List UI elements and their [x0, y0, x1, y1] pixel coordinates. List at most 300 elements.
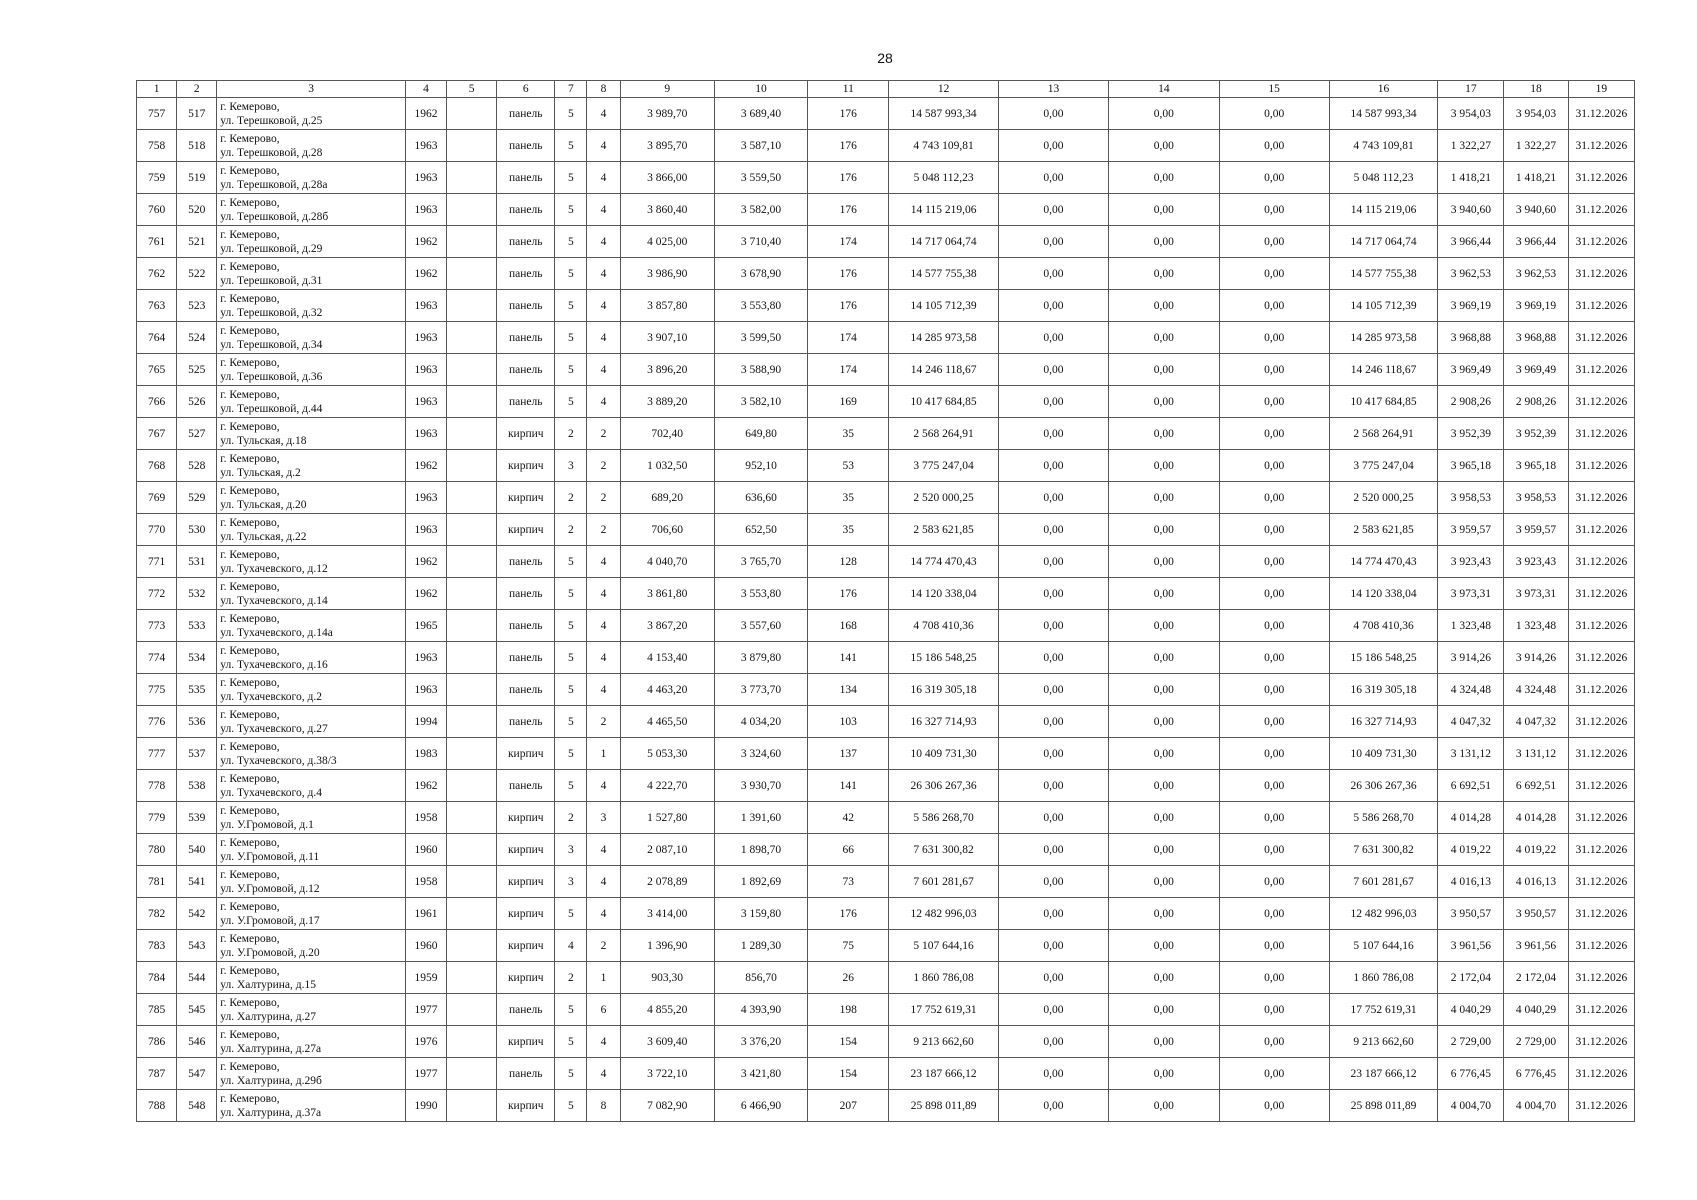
table-cell-c8: 4 [587, 162, 620, 194]
table-cell-c6: панель [497, 354, 555, 386]
address-street: ул. Терешковой, д.25 [220, 114, 323, 127]
table-cell-c11: 174 [808, 354, 889, 386]
table-cell-c15: 0,00 [1219, 98, 1329, 130]
table-cell-c9: 3 989,70 [620, 98, 714, 130]
table-cell-c1: 758 [137, 130, 177, 162]
address-cell [217, 226, 406, 258]
address-street: ул. Тухачевского, д.14а [220, 626, 333, 639]
table-cell-c4: 1963 [405, 418, 446, 450]
address-street: ул. Тухачевского, д.27 [220, 722, 328, 735]
table-cell-c19: 31.12.2026 [1568, 322, 1634, 354]
column-header: 7 [555, 81, 587, 98]
table-cell-c15: 0,00 [1219, 866, 1329, 898]
table-cell-c1: 769 [137, 482, 177, 514]
table-cell-c11: 174 [808, 322, 889, 354]
table-cell-c7: 5 [555, 642, 587, 674]
table-cell-c10: 636,60 [714, 482, 807, 514]
table-cell-c16: 14 774 470,43 [1329, 546, 1437, 578]
table-cell-c18: 3 969,49 [1504, 354, 1568, 386]
table-cell-c5 [447, 866, 497, 898]
table-cell-c1: 775 [137, 674, 177, 706]
table-cell-c11: 198 [808, 994, 889, 1026]
table-row [137, 834, 1635, 866]
table-cell-c4: 1960 [405, 930, 446, 962]
table-body [137, 98, 1635, 1122]
table-cell-c4: 1963 [405, 514, 446, 546]
table-cell-c16: 3 775 247,04 [1329, 450, 1437, 482]
table-cell-c7: 2 [555, 418, 587, 450]
table-cell-c15: 0,00 [1219, 770, 1329, 802]
table-cell-c18: 2 172,04 [1504, 962, 1568, 994]
table-cell-c9: 4 153,40 [620, 642, 714, 674]
table-cell-c12: 17 752 619,31 [889, 994, 998, 1026]
table-cell-c7: 5 [555, 290, 587, 322]
table-row [137, 1026, 1635, 1058]
table-cell-c17: 3 954,03 [1438, 98, 1504, 130]
table-cell-c1: 771 [137, 546, 177, 578]
table-cell-c12: 14 577 755,38 [889, 258, 998, 290]
table-cell-c4: 1958 [405, 866, 446, 898]
table-cell-c19: 31.12.2026 [1568, 770, 1634, 802]
table-cell-c13: 0,00 [998, 1026, 1108, 1058]
table-cell-c19: 31.12.2026 [1568, 898, 1634, 930]
table-cell-c16: 17 752 619,31 [1329, 994, 1437, 1026]
table-cell-c10: 1 898,70 [714, 834, 807, 866]
table-cell-c13: 0,00 [998, 194, 1108, 226]
table-cell-c13: 0,00 [998, 98, 1108, 130]
table-cell-c16: 14 105 712,39 [1329, 290, 1437, 322]
table-cell-c9: 1 032,50 [620, 450, 714, 482]
table-row [137, 802, 1635, 834]
table-cell-c4: 1963 [405, 162, 446, 194]
table-cell-c19: 31.12.2026 [1568, 514, 1634, 546]
table-cell-c10: 1 892,69 [714, 866, 807, 898]
table-cell-c6: кирпич [497, 930, 555, 962]
table-cell-c4: 1977 [405, 1058, 446, 1090]
table-cell-c7: 5 [555, 194, 587, 226]
table-cell-c10: 1 289,30 [714, 930, 807, 962]
table-row [137, 866, 1635, 898]
table-cell-c11: 66 [808, 834, 889, 866]
table-cell-c14: 0,00 [1109, 610, 1219, 642]
column-header: 17 [1438, 81, 1504, 98]
table-cell-c16: 5 586 268,70 [1329, 802, 1437, 834]
table-cell-c16: 14 246 118,67 [1329, 354, 1437, 386]
table-cell-c13: 0,00 [998, 386, 1108, 418]
table-cell-c15: 0,00 [1219, 482, 1329, 514]
table-cell-c18: 1 323,48 [1504, 610, 1568, 642]
table-cell-c10: 3 879,80 [714, 642, 807, 674]
table-cell-c13: 0,00 [998, 834, 1108, 866]
table-cell-c13: 0,00 [998, 738, 1108, 770]
table-cell-c8: 4 [587, 98, 620, 130]
table-cell-c14: 0,00 [1109, 226, 1219, 258]
address-street: ул. Терешковой, д.34 [220, 338, 323, 351]
table-cell-c16: 2 583 621,85 [1329, 514, 1437, 546]
table-cell-c15: 0,00 [1219, 738, 1329, 770]
table-cell-c11: 53 [808, 450, 889, 482]
table-cell-c18: 4 016,13 [1504, 866, 1568, 898]
address-city: г. Кемерово, [220, 1092, 280, 1105]
address-cell [217, 354, 406, 386]
table-cell-c12: 14 717 064,74 [889, 226, 998, 258]
table-cell-c16: 14 717 064,74 [1329, 226, 1437, 258]
table-cell-c9: 903,30 [620, 962, 714, 994]
table-cell-c14: 0,00 [1109, 450, 1219, 482]
address-street: ул. Тухачевского, д.4 [220, 786, 322, 799]
table-cell-c1: 765 [137, 354, 177, 386]
table-cell-c13: 0,00 [998, 130, 1108, 162]
table-cell-c2: 535 [177, 674, 217, 706]
table-cell-c1: 774 [137, 642, 177, 674]
table-cell-c12: 9 213 662,60 [889, 1026, 998, 1058]
table-cell-c9: 3 860,40 [620, 194, 714, 226]
table-cell-c14: 0,00 [1109, 130, 1219, 162]
table-cell-c17: 4 040,29 [1438, 994, 1504, 1026]
table-cell-c6: кирпич [497, 866, 555, 898]
table-cell-c18: 2 908,26 [1504, 386, 1568, 418]
table-cell-c8: 2 [587, 418, 620, 450]
address-street: ул. Терешковой, д.44 [220, 402, 323, 415]
address-city: г. Кемерово, [220, 836, 280, 849]
table-cell-c12: 10 409 731,30 [889, 738, 998, 770]
table-cell-c8: 8 [587, 1090, 620, 1122]
table-cell-c8: 4 [587, 578, 620, 610]
table-cell-c19: 31.12.2026 [1568, 610, 1634, 642]
table-cell-c5 [447, 290, 497, 322]
table-cell-c16: 5 048 112,23 [1329, 162, 1437, 194]
table-cell-c2: 548 [177, 1090, 217, 1122]
table-row [137, 386, 1635, 418]
table-cell-c7: 5 [555, 738, 587, 770]
table-cell-c9: 3 895,70 [620, 130, 714, 162]
table-cell-c5 [447, 130, 497, 162]
table-cell-c19: 31.12.2026 [1568, 258, 1634, 290]
table-cell-c7: 5 [555, 130, 587, 162]
table-cell-c17: 3 973,31 [1438, 578, 1504, 610]
table-cell-c11: 176 [808, 290, 889, 322]
table-cell-c14: 0,00 [1109, 194, 1219, 226]
table-cell-c16: 2 520 000,25 [1329, 482, 1437, 514]
address-cell [217, 290, 406, 322]
table-cell-c17: 1 323,48 [1438, 610, 1504, 642]
table-cell-c16: 10 409 731,30 [1329, 738, 1437, 770]
table-cell-c13: 0,00 [998, 962, 1108, 994]
table-cell-c18: 3 966,44 [1504, 226, 1568, 258]
table-cell-c19: 31.12.2026 [1568, 482, 1634, 514]
table-row [137, 610, 1635, 642]
address-city: г. Кемерово, [220, 228, 280, 241]
table-cell-c13: 0,00 [998, 706, 1108, 738]
address-cell [217, 98, 406, 130]
table-cell-c7: 5 [555, 546, 587, 578]
table-cell-c4: 1959 [405, 962, 446, 994]
table-cell-c1: 788 [137, 1090, 177, 1122]
table-cell-c9: 2 078,89 [620, 866, 714, 898]
table-cell-c5 [447, 354, 497, 386]
table-cell-c9: 3 867,20 [620, 610, 714, 642]
table-cell-c12: 14 105 712,39 [889, 290, 998, 322]
address-cell [217, 130, 406, 162]
address-street: ул. У.Громовой, д.20 [220, 946, 320, 959]
table-cell-c16: 26 306 267,36 [1329, 770, 1437, 802]
address-cell [217, 162, 406, 194]
table-cell-c11: 134 [808, 674, 889, 706]
table-cell-c12: 14 774 470,43 [889, 546, 998, 578]
table-cell-c2: 541 [177, 866, 217, 898]
table-cell-c13: 0,00 [998, 930, 1108, 962]
table-cell-c12: 14 285 973,58 [889, 322, 998, 354]
table-cell-c5 [447, 706, 497, 738]
table-cell-c17: 3 914,26 [1438, 642, 1504, 674]
table-cell-c11: 35 [808, 418, 889, 450]
address-cell [217, 866, 406, 898]
table-cell-c17: 6 692,51 [1438, 770, 1504, 802]
table-cell-c11: 141 [808, 770, 889, 802]
table-cell-c4: 1976 [405, 1026, 446, 1058]
table-cell-c9: 4 855,20 [620, 994, 714, 1026]
table-cell-c2: 545 [177, 994, 217, 1026]
table-cell-c2: 533 [177, 610, 217, 642]
table-cell-c2: 531 [177, 546, 217, 578]
table-cell-c13: 0,00 [998, 450, 1108, 482]
table-cell-c2: 523 [177, 290, 217, 322]
table-cell-c6: панель [497, 258, 555, 290]
table-cell-c7: 5 [555, 258, 587, 290]
table-cell-c12: 16 319 305,18 [889, 674, 998, 706]
table-cell-c18: 3 965,18 [1504, 450, 1568, 482]
table-cell-c1: 782 [137, 898, 177, 930]
table-row [137, 674, 1635, 706]
table-cell-c14: 0,00 [1109, 418, 1219, 450]
table-cell-c15: 0,00 [1219, 1090, 1329, 1122]
address-street: ул. Халтурина, д.27 [220, 1010, 316, 1023]
table-cell-c11: 154 [808, 1026, 889, 1058]
table-cell-c15: 0,00 [1219, 258, 1329, 290]
table-cell-c13: 0,00 [998, 354, 1108, 386]
table-cell-c13: 0,00 [998, 578, 1108, 610]
table-cell-c12: 7 631 300,82 [889, 834, 998, 866]
table-cell-c13: 0,00 [998, 418, 1108, 450]
table-cell-c7: 5 [555, 674, 587, 706]
table-cell-c9: 3 866,00 [620, 162, 714, 194]
table-cell-c8: 4 [587, 354, 620, 386]
table-cell-c15: 0,00 [1219, 706, 1329, 738]
table-cell-c7: 5 [555, 1026, 587, 1058]
table-cell-c18: 3 923,43 [1504, 546, 1568, 578]
table-cell-c17: 3 969,19 [1438, 290, 1504, 322]
table-cell-c6: панель [497, 578, 555, 610]
address-cell [217, 898, 406, 930]
table-cell-c13: 0,00 [998, 322, 1108, 354]
table-cell-c14: 0,00 [1109, 994, 1219, 1026]
table-cell-c5 [447, 962, 497, 994]
table-cell-c13: 0,00 [998, 898, 1108, 930]
table-cell-c1: 761 [137, 226, 177, 258]
table-cell-c11: 176 [808, 194, 889, 226]
table-cell-c4: 1963 [405, 130, 446, 162]
table-cell-c4: 1962 [405, 450, 446, 482]
table-cell-c18: 2 729,00 [1504, 1026, 1568, 1058]
table-cell-c10: 3 930,70 [714, 770, 807, 802]
table-cell-c9: 3 986,90 [620, 258, 714, 290]
table-cell-c19: 31.12.2026 [1568, 450, 1634, 482]
table-row [137, 706, 1635, 738]
table-cell-c9: 7 082,90 [620, 1090, 714, 1122]
table-cell-c12: 5 048 112,23 [889, 162, 998, 194]
table-cell-c9: 3 907,10 [620, 322, 714, 354]
table-cell-c11: 176 [808, 578, 889, 610]
table-cell-c11: 128 [808, 546, 889, 578]
table-cell-c11: 176 [808, 898, 889, 930]
address-street: ул. Тухачевского, д.16 [220, 658, 328, 671]
address-cell [217, 802, 406, 834]
table-cell-c14: 0,00 [1109, 578, 1219, 610]
table-cell-c7: 5 [555, 578, 587, 610]
table-cell-c6: панель [497, 162, 555, 194]
table-cell-c2: 519 [177, 162, 217, 194]
address-city: г. Кемерово, [220, 292, 280, 305]
table-cell-c16: 14 115 219,06 [1329, 194, 1437, 226]
table-cell-c17: 3 961,56 [1438, 930, 1504, 962]
table-cell-c4: 1963 [405, 354, 446, 386]
table-cell-c6: панель [497, 322, 555, 354]
table-cell-c13: 0,00 [998, 290, 1108, 322]
table-cell-c10: 3 588,90 [714, 354, 807, 386]
table-cell-c14: 0,00 [1109, 482, 1219, 514]
table-cell-c1: 762 [137, 258, 177, 290]
table-cell-c13: 0,00 [998, 994, 1108, 1026]
table-cell-c10: 3 765,70 [714, 546, 807, 578]
table-cell-c7: 5 [555, 1090, 587, 1122]
table-cell-c12: 12 482 996,03 [889, 898, 998, 930]
address-street: ул. Тульская, д.20 [220, 498, 307, 511]
table-cell-c2: 534 [177, 642, 217, 674]
table-cell-c19: 31.12.2026 [1568, 130, 1634, 162]
table-cell-c7: 3 [555, 866, 587, 898]
address-city: г. Кемерово, [220, 740, 280, 753]
table-cell-c8: 6 [587, 994, 620, 1026]
table-cell-c6: панель [497, 546, 555, 578]
table-cell-c5 [447, 834, 497, 866]
table-cell-c4: 1994 [405, 706, 446, 738]
table-cell-c9: 2 087,10 [620, 834, 714, 866]
table-cell-c4: 1958 [405, 802, 446, 834]
column-header: 15 [1219, 81, 1329, 98]
table-cell-c15: 0,00 [1219, 930, 1329, 962]
table-cell-c2: 542 [177, 898, 217, 930]
table-cell-c10: 3 553,80 [714, 290, 807, 322]
table-cell-c18: 3 962,53 [1504, 258, 1568, 290]
table-cell-c6: панель [497, 98, 555, 130]
table-row [137, 770, 1635, 802]
column-header: 10 [714, 81, 807, 98]
address-city: г. Кемерово, [220, 804, 280, 817]
table-row [137, 258, 1635, 290]
table-cell-c6: кирпич [497, 738, 555, 770]
table-cell-c5 [447, 418, 497, 450]
address-street: ул. Терешковой, д.28б [220, 210, 329, 223]
table-cell-c17: 4 016,13 [1438, 866, 1504, 898]
table-row [137, 98, 1635, 130]
table-cell-c10: 952,10 [714, 450, 807, 482]
table-cell-c15: 0,00 [1219, 898, 1329, 930]
table-cell-c15: 0,00 [1219, 514, 1329, 546]
table-cell-c18: 3 973,31 [1504, 578, 1568, 610]
table-cell-c12: 3 775 247,04 [889, 450, 998, 482]
table-cell-c16: 7 631 300,82 [1329, 834, 1437, 866]
table-cell-c9: 1 527,80 [620, 802, 714, 834]
table-cell-c8: 4 [587, 290, 620, 322]
table-row [137, 130, 1635, 162]
table-cell-c19: 31.12.2026 [1568, 738, 1634, 770]
table-cell-c19: 31.12.2026 [1568, 802, 1634, 834]
table-cell-c16: 14 577 755,38 [1329, 258, 1437, 290]
address-city: г. Кемерово, [220, 356, 280, 369]
table-cell-c6: кирпич [497, 898, 555, 930]
table-cell-c8: 1 [587, 962, 620, 994]
table-cell-c7: 2 [555, 482, 587, 514]
table-cell-c9: 689,20 [620, 482, 714, 514]
table-cell-c5 [447, 514, 497, 546]
table-cell-c5 [447, 546, 497, 578]
table-cell-c6: панель [497, 770, 555, 802]
table-cell-c1: 768 [137, 450, 177, 482]
table-cell-c17: 3 131,12 [1438, 738, 1504, 770]
table-cell-c10: 4 393,90 [714, 994, 807, 1026]
table-cell-c2: 540 [177, 834, 217, 866]
table-cell-c4: 1960 [405, 834, 446, 866]
table-cell-c4: 1962 [405, 578, 446, 610]
table-cell-c8: 4 [587, 258, 620, 290]
table-cell-c17: 3 952,39 [1438, 418, 1504, 450]
table-cell-c10: 3 582,00 [714, 194, 807, 226]
table-cell-c4: 1961 [405, 898, 446, 930]
table-cell-c9: 5 053,30 [620, 738, 714, 770]
address-city: г. Кемерово, [220, 324, 280, 337]
header-row [137, 81, 1635, 98]
table-cell-c14: 0,00 [1109, 1090, 1219, 1122]
housing-table [136, 80, 1635, 1122]
table-cell-c18: 4 040,29 [1504, 994, 1568, 1026]
table-cell-c17: 3 940,60 [1438, 194, 1504, 226]
table-cell-c11: 42 [808, 802, 889, 834]
table-cell-c4: 1977 [405, 994, 446, 1026]
address-cell [217, 770, 406, 802]
table-cell-c15: 0,00 [1219, 578, 1329, 610]
table-cell-c19: 31.12.2026 [1568, 1058, 1634, 1090]
table-cell-c18: 3 940,60 [1504, 194, 1568, 226]
table-cell-c19: 31.12.2026 [1568, 1090, 1634, 1122]
table-cell-c6: кирпич [497, 802, 555, 834]
column-header: 1 [137, 81, 177, 98]
table-cell-c17: 3 966,44 [1438, 226, 1504, 258]
table-cell-c13: 0,00 [998, 610, 1108, 642]
table-row [137, 354, 1635, 386]
table-cell-c18: 3 968,88 [1504, 322, 1568, 354]
table-cell-c16: 9 213 662,60 [1329, 1026, 1437, 1058]
table-cell-c6: панель [497, 642, 555, 674]
address-street: ул. У.Громовой, д.12 [220, 882, 320, 895]
table-cell-c19: 31.12.2026 [1568, 674, 1634, 706]
address-city: г. Кемерово, [220, 580, 280, 593]
table-row [137, 194, 1635, 226]
table-row [137, 322, 1635, 354]
address-cell [217, 194, 406, 226]
address-city: г. Кемерово, [220, 772, 280, 785]
table-cell-c12: 2 583 621,85 [889, 514, 998, 546]
address-street: ул. Тухачевского, д.14 [220, 594, 328, 607]
